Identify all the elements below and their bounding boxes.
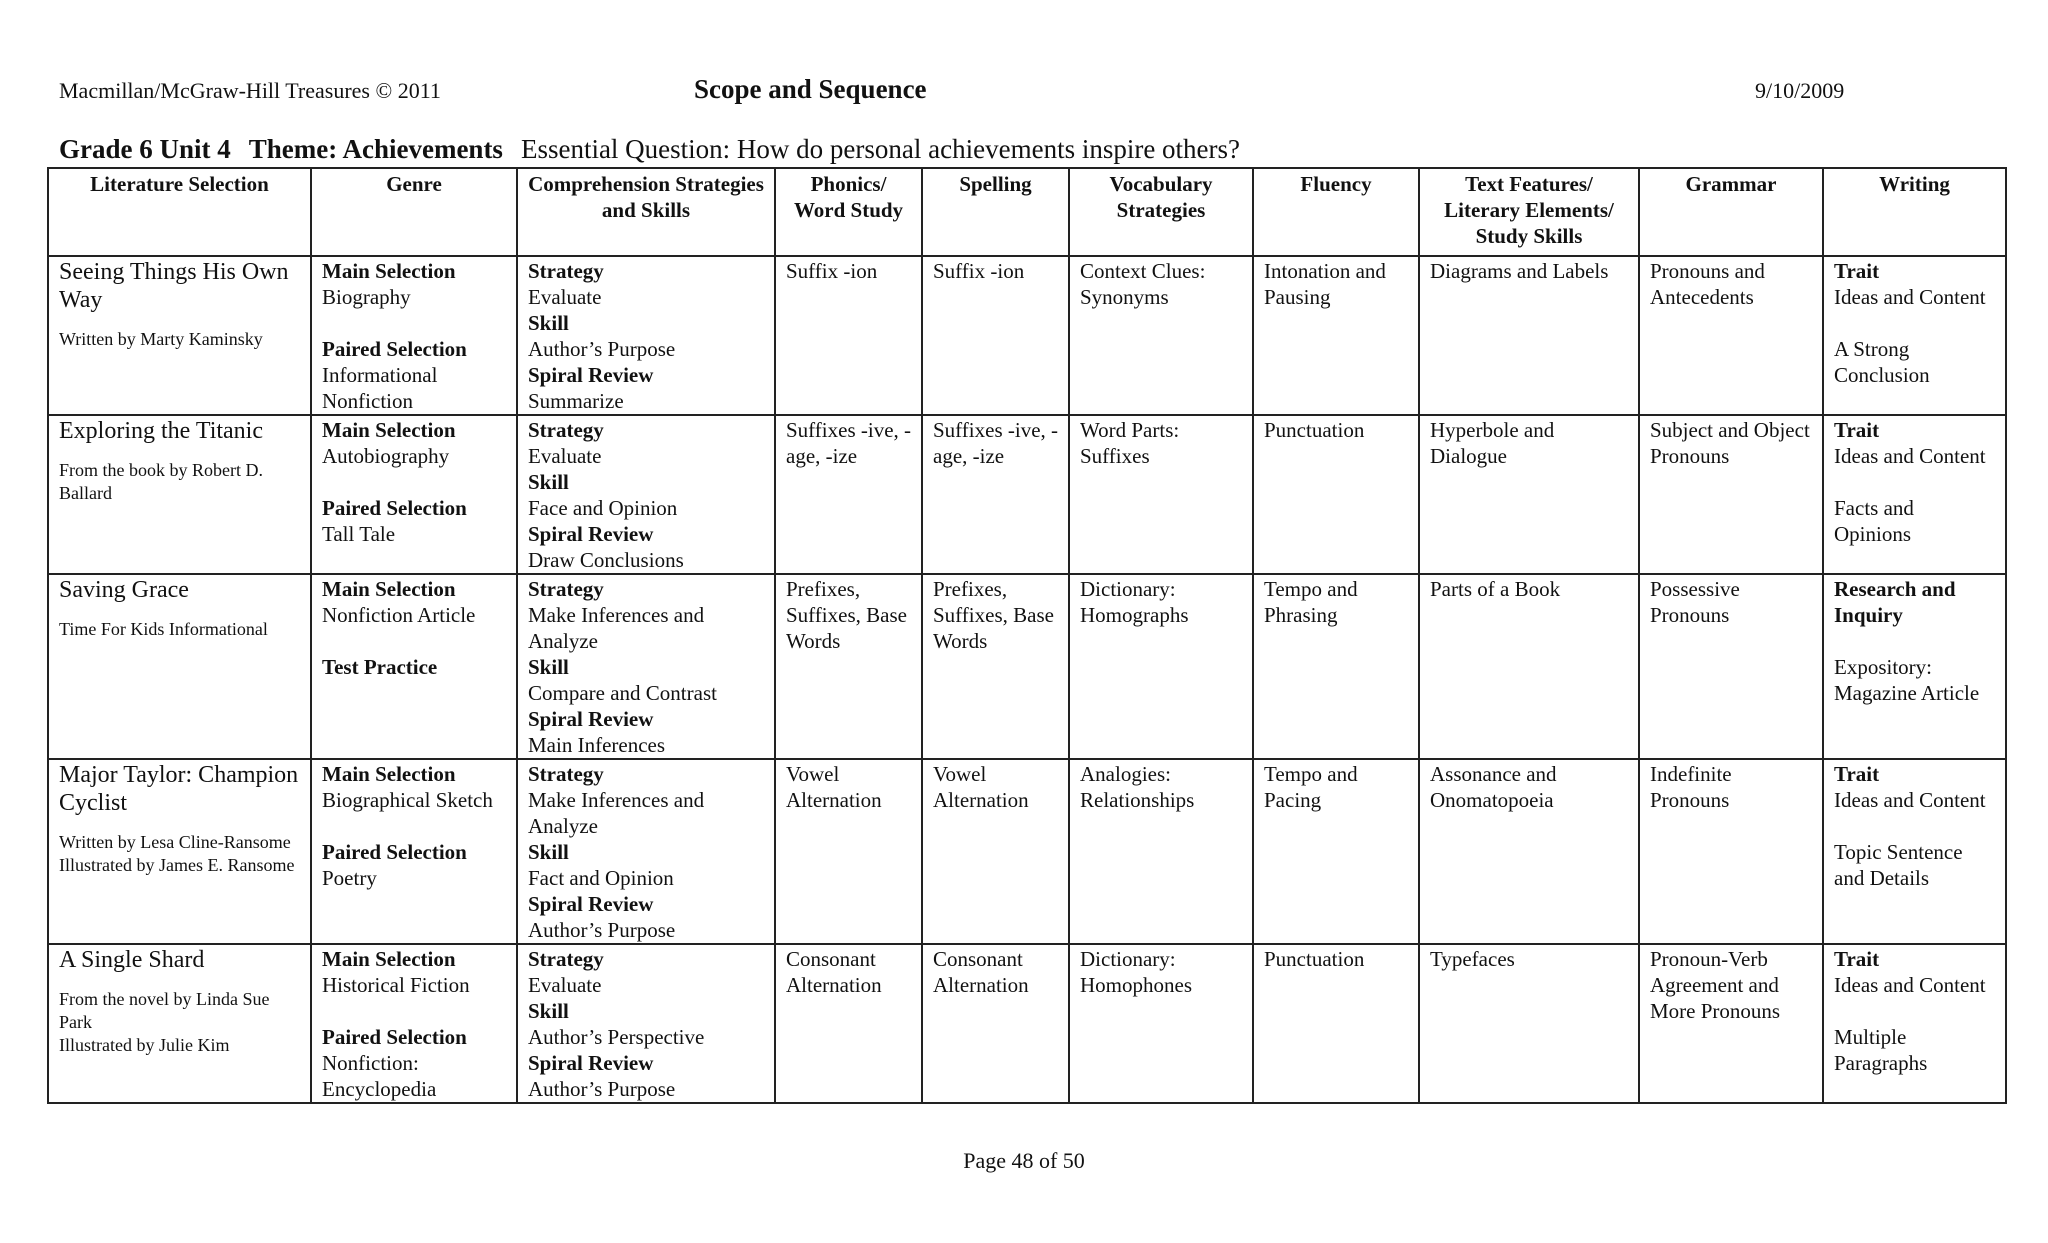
table-row xyxy=(48,415,2006,574)
cell-text: Punctuation xyxy=(1264,947,1365,971)
bold-label: Trait xyxy=(1834,259,1880,283)
cell-text: Context Clues: Synonyms xyxy=(1080,259,1206,309)
cell-text: Diagrams and Labels xyxy=(1430,259,1609,283)
bold-label: Strategy xyxy=(528,418,604,442)
spacer xyxy=(322,310,506,336)
cell-text: Pronouns and Antecedents xyxy=(1650,259,1765,309)
cell-text: Parts of a Book xyxy=(1430,577,1561,601)
cell-text: Biography xyxy=(322,285,411,309)
selection-credit: Written by Lesa Cline-Ransome xyxy=(59,832,291,852)
bold-label: Paired Selection xyxy=(322,337,467,361)
bold-label: Main Selection xyxy=(322,577,456,601)
cell-text: Evaluate xyxy=(528,444,602,468)
publisher-line: Macmillan/McGraw-Hill Treasures © 2011 xyxy=(59,78,441,103)
table-row xyxy=(48,944,2006,1103)
vocabulary-cell xyxy=(1069,415,1253,574)
comprehension-cell xyxy=(517,574,775,759)
cell-text: Facts and Opinions xyxy=(1834,496,1914,546)
column-header: Vocabulary Strategies xyxy=(1069,168,1253,256)
literature-selection-cell xyxy=(48,759,311,944)
fluency-cell xyxy=(1253,759,1419,944)
column-header: Comprehension Strategies and Skills xyxy=(517,168,775,256)
cell-text: Ideas and Content xyxy=(1834,788,1986,812)
cell-text: Ideas and Content xyxy=(1834,973,1986,997)
writing-cell xyxy=(1823,415,2006,574)
cell-text: Evaluate xyxy=(528,973,602,997)
text-features-cell xyxy=(1419,759,1639,944)
column-header: Genre xyxy=(311,168,517,256)
selection-title: Seeing Things His Own Way xyxy=(59,259,289,313)
table-row xyxy=(48,256,2006,415)
bold-label: Skill xyxy=(528,311,569,335)
cell-text: Ideas and Content xyxy=(1834,285,1986,309)
bold-label: Test Practice xyxy=(322,655,438,679)
bold-label: Research and Inquiry xyxy=(1834,577,1956,627)
spacer xyxy=(322,469,506,495)
cell-text: Tempo and Pacing xyxy=(1264,762,1358,812)
column-header: Grammar xyxy=(1639,168,1823,256)
cell-text: Summarize xyxy=(528,389,624,413)
spacer xyxy=(1834,469,1995,495)
spacer xyxy=(322,628,506,654)
cell-text: Biographical Sketch xyxy=(322,788,493,812)
cell-text: Author’s Perspective xyxy=(528,1025,705,1049)
bold-label: Main Selection xyxy=(322,418,456,442)
table-row xyxy=(48,759,2006,944)
cell-text: Compare and Contrast xyxy=(528,681,717,705)
fluency-cell xyxy=(1253,574,1419,759)
bold-label: Skill xyxy=(528,840,569,864)
vocabulary-cell xyxy=(1069,574,1253,759)
cell-text: Author’s Purpose xyxy=(528,1077,676,1101)
grammar-cell xyxy=(1639,944,1823,1103)
text-features-cell xyxy=(1419,944,1639,1103)
genre-cell xyxy=(311,256,517,415)
column-header: Spelling xyxy=(922,168,1069,256)
bold-label: Main Selection xyxy=(322,259,456,283)
cell-text: Suffixes -ive, -age, -ize xyxy=(786,418,912,468)
selection-credit: From the book by Robert D. Ballard xyxy=(59,460,263,503)
genre-cell xyxy=(311,415,517,574)
cell-text: Main Inferences xyxy=(528,733,666,757)
text-features-cell xyxy=(1419,574,1639,759)
genre-cell xyxy=(311,574,517,759)
selection-title: Major Taylor: Champion Cyclist xyxy=(59,762,299,816)
cell-text: Suffixes -ive, -age, -ize xyxy=(933,418,1059,468)
literature-selection-cell xyxy=(48,256,311,415)
literature-selection-cell xyxy=(48,944,311,1103)
bold-label: Spiral Review xyxy=(528,522,654,546)
vocabulary-cell xyxy=(1069,944,1253,1103)
cell-text: Face and Opinion xyxy=(528,496,678,520)
comprehension-cell xyxy=(517,759,775,944)
comprehension-cell xyxy=(517,415,775,574)
cell-text: Poetry xyxy=(322,866,377,890)
literature-selection-cell xyxy=(48,574,311,759)
document-title: Scope and Sequence xyxy=(694,74,927,104)
cell-text: Possessive Pronouns xyxy=(1650,577,1740,627)
selection-credit: Written by Marty Kaminsky xyxy=(59,329,263,349)
cell-text: Nonfiction Article xyxy=(322,603,476,627)
cell-text: Subject and Object Pronouns xyxy=(1650,418,1810,468)
grammar-cell xyxy=(1639,574,1823,759)
bold-label: Paired Selection xyxy=(322,840,467,864)
cell-text: Fact and Opinion xyxy=(528,866,674,890)
bold-label: Strategy xyxy=(528,259,604,283)
bold-label: Trait xyxy=(1834,947,1880,971)
cell-text: Evaluate xyxy=(528,285,602,309)
cell-text: Draw Conclusions xyxy=(528,548,684,572)
genre-cell xyxy=(311,759,517,944)
bold-label: Spiral Review xyxy=(528,892,654,916)
writing-cell xyxy=(1823,759,2006,944)
genre-cell xyxy=(311,944,517,1103)
cell-text: Expository: Magazine Article xyxy=(1834,655,1980,705)
cell-text: Punctuation xyxy=(1264,418,1365,442)
spacer xyxy=(322,813,506,839)
fluency-cell xyxy=(1253,256,1419,415)
column-header: Phonics/ Word Study xyxy=(775,168,922,256)
cell-text: Topic Sentence and Details xyxy=(1834,840,1963,890)
spacer xyxy=(1834,310,1995,336)
document-date: 9/10/2009 xyxy=(1755,78,1845,103)
fluency-cell xyxy=(1253,415,1419,574)
cell-text: Vowel Alternation xyxy=(786,762,882,812)
cell-text: Dictionary: Homographs xyxy=(1080,577,1189,627)
vocabulary-cell xyxy=(1069,256,1253,415)
writing-cell xyxy=(1823,256,2006,415)
bold-label: Main Selection xyxy=(322,947,456,971)
spelling-cell xyxy=(922,759,1069,944)
bold-label: Strategy xyxy=(528,577,604,601)
cell-text: Tempo and Phrasing xyxy=(1264,577,1358,627)
bold-label: Skill xyxy=(528,655,569,679)
phonics-cell xyxy=(775,574,922,759)
cell-text: Ideas and Content xyxy=(1834,444,1986,468)
cell-text: Author’s Purpose xyxy=(528,337,676,361)
writing-cell xyxy=(1823,574,2006,759)
bold-label: Spiral Review xyxy=(528,707,654,731)
table-body xyxy=(48,256,2006,1103)
page-number: Page 48 of 50 xyxy=(963,1148,1085,1173)
spelling-cell xyxy=(922,944,1069,1103)
literature-selection-cell xyxy=(48,415,311,574)
cell-text: Tall Tale xyxy=(322,522,396,546)
column-header: Writing xyxy=(1823,168,2006,256)
spelling-cell xyxy=(922,574,1069,759)
column-header: Literature Selection xyxy=(48,168,311,256)
grammar-cell xyxy=(1639,256,1823,415)
writing-cell xyxy=(1823,944,2006,1103)
column-header: Text Features/ Literary Elements/ Study Skills xyxy=(1419,168,1639,256)
spacer xyxy=(1834,628,1995,654)
cell-text: Prefixes, Suffixes, Base Words xyxy=(786,577,907,653)
bold-label: Paired Selection xyxy=(322,496,467,520)
bold-label: Skill xyxy=(528,470,569,494)
cell-text: Consonant Alternation xyxy=(933,947,1029,997)
phonics-cell xyxy=(775,256,922,415)
cell-text: Nonfiction: Encyclopedia xyxy=(322,1051,437,1101)
fluency-cell xyxy=(1253,944,1419,1103)
grammar-cell xyxy=(1639,759,1823,944)
cell-text: Intonation and Pausing xyxy=(1264,259,1386,309)
cell-text: Indefinite Pronouns xyxy=(1650,762,1732,812)
cell-text: Multiple Paragraphs xyxy=(1834,1025,1928,1075)
spelling-cell xyxy=(922,256,1069,415)
bold-label: Trait xyxy=(1834,418,1880,442)
essential-question: Essential Question: How do personal achievements inspire others? xyxy=(520,134,1241,164)
cell-text: Prefixes, Suffixes, Base Words xyxy=(933,577,1054,653)
cell-text: Make Inferences and Analyze xyxy=(528,603,705,653)
selection-credit: Time For Kids Informational xyxy=(59,619,268,639)
cell-text: Word Parts: Suffixes xyxy=(1080,418,1180,468)
cell-text: Suffix -ion xyxy=(933,259,1025,283)
cell-text: Author’s Purpose xyxy=(528,918,676,942)
comprehension-cell xyxy=(517,256,775,415)
scope-sequence-table xyxy=(47,167,2007,1104)
vocabulary-cell xyxy=(1069,759,1253,944)
text-features-cell xyxy=(1419,256,1639,415)
comprehension-cell xyxy=(517,944,775,1103)
cell-text: A Strong Conclusion xyxy=(1834,337,1930,387)
cell-text: Make Inferences and Analyze xyxy=(528,788,705,838)
column-header: Fluency xyxy=(1253,168,1419,256)
cell-text: Analogies: Relationships xyxy=(1080,762,1195,812)
theme-label: Theme: Achievements xyxy=(248,134,503,164)
selection-credit: Illustrated by James E. Ransome xyxy=(59,855,295,875)
spacer xyxy=(322,998,506,1024)
grade-unit-label: Grade 6 Unit 4 xyxy=(59,134,231,164)
bold-label: Spiral Review xyxy=(528,1051,654,1075)
unit-heading xyxy=(59,134,1240,165)
selection-title: Saving Grace xyxy=(59,577,189,603)
phonics-cell xyxy=(775,759,922,944)
table-row xyxy=(48,574,2006,759)
cell-text: Typefaces xyxy=(1430,947,1515,971)
bold-label: Strategy xyxy=(528,762,604,786)
phonics-cell xyxy=(775,415,922,574)
selection-credit: Illustrated by Julie Kim xyxy=(59,1035,230,1055)
bold-label: Skill xyxy=(528,999,569,1023)
cell-text: Historical Fiction xyxy=(322,973,470,997)
bold-label: Spiral Review xyxy=(528,363,654,387)
text-features-cell xyxy=(1419,415,1639,574)
bold-label: Trait xyxy=(1834,762,1880,786)
grammar-cell xyxy=(1639,415,1823,574)
table-header-row xyxy=(48,168,2006,256)
cell-text: Autobiography xyxy=(322,444,450,468)
selection-credit: From the novel by Linda Sue Park xyxy=(59,989,270,1032)
cell-text: Consonant Alternation xyxy=(786,947,882,997)
bold-label: Strategy xyxy=(528,947,604,971)
cell-text: Suffix -ion xyxy=(786,259,878,283)
cell-text: Vowel Alternation xyxy=(933,762,1029,812)
cell-text: Hyperbole and Dialogue xyxy=(1430,418,1555,468)
cell-text: Pronoun-Verb Agreement and More Pronouns xyxy=(1650,947,1781,1023)
cell-text: Assonance and Onomatopoeia xyxy=(1430,762,1557,812)
bold-label: Main Selection xyxy=(322,762,456,786)
selection-title: Exploring the Titanic xyxy=(59,418,263,444)
spacer xyxy=(1834,813,1995,839)
spelling-cell xyxy=(922,415,1069,574)
selection-title: A Single Shard xyxy=(59,947,205,973)
cell-text: Dictionary: Homophones xyxy=(1080,947,1192,997)
bold-label: Paired Selection xyxy=(322,1025,467,1049)
cell-text: Informational Nonfiction xyxy=(322,363,438,413)
phonics-cell xyxy=(775,944,922,1103)
spacer xyxy=(1834,998,1995,1024)
